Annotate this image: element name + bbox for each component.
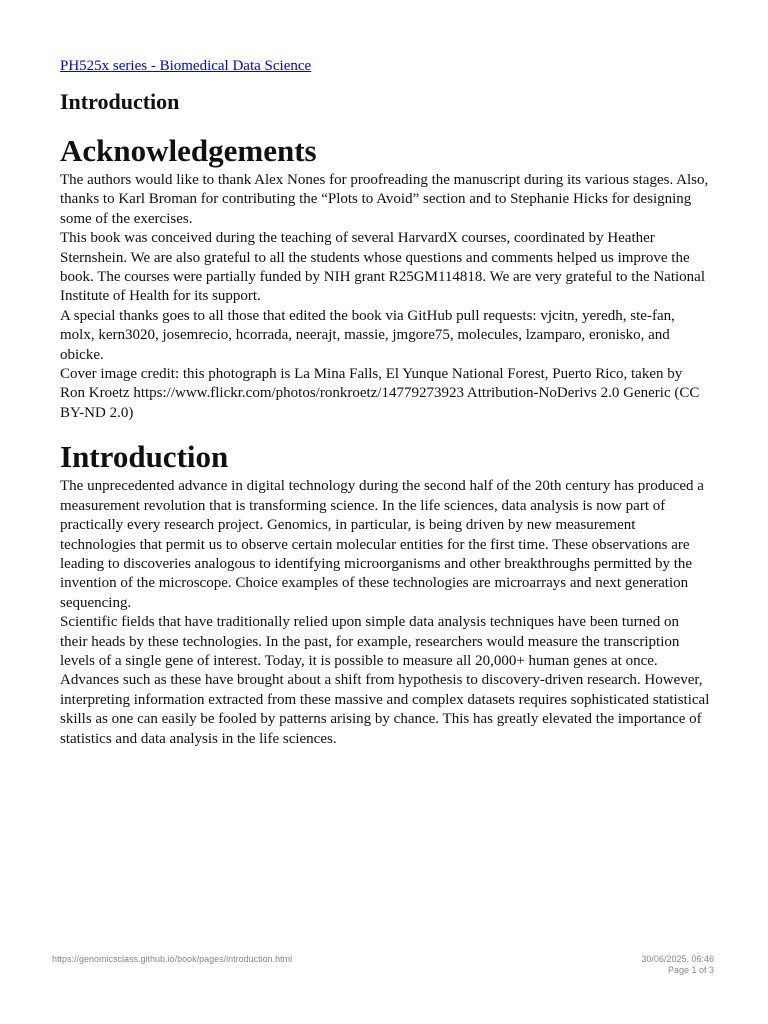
ack-paragraph-4: Cover image credit: this photograph is La Mina Falls, El Yunque National Forest, Puerto Rico, taken by Ron Kroetz https://www.flickr.com/photos/ronkroetz/14779273923 Attribution-NoDerivs 2.0 Generic (CC BY-ND 2.0) <box>60 366 700 421</box>
footer-url: https://genomicsclass.github.io/book/pages/introduction.html <box>52 954 293 964</box>
footer-timestamp: 30/06/2025, 06:46 <box>641 954 714 964</box>
document-page <box>60 56 710 749</box>
footer-meta <box>641 954 714 976</box>
ack-paragraph-1: The authors would like to thank Alex Nones for proofreading the manuscript during its various stages. Also, thanks to Karl Broman for contributing the “Plots to Avoid” section and to Stephanie Hicks for designing some of the exercises. <box>60 172 709 227</box>
acknowledgements-heading: Acknowledgements <box>60 133 317 168</box>
page-title: Introduction <box>60 89 180 114</box>
ack-paragraph-3: A special thanks goes to all those that edited the book via GitHub pull requests: vjcitn, yeredh, ste-fan, molx, kern3020, josemrecio, hcorrada, neerajt, massie, jmgore75, molecules, lzamparo, eronisko, and obicke. <box>60 307 675 363</box>
ack-paragraph-2: This book was conceived during the teaching of several HarvardX courses, coordinated by Heather Sternshein. We are also grateful to all the students whose questions and comments helped us improve the book. The courses were partially funded by NIH grant R25GM114818. We are very grateful to the National Institute of Health for its support. <box>60 230 705 305</box>
intro-paragraph-1: The unprecedented advance in digital technology during the second half of the 20th century has produced a measurement revolution that is transforming science. In the life sciences, data analysis is now part of practically every research project. Genomics, in particular, is being driven by new measurement technologies that permit us to observe certain molecular entities for the first time. These observations are leading to discoveries analogous to identifying microorganisms and other breakthroughs permitted by the invention of the microscope. Choice examples of these technologies are microarrays and next generation sequencing. <box>60 478 704 611</box>
introduction-heading: Introduction <box>60 439 229 475</box>
series-link[interactable]: PH525x series - Biomedical Data Science <box>60 58 312 74</box>
intro-paragraph-2: Scientific fields that have traditionally relied upon simple data analysis techniques have been turned on their heads by these technologies. In the past, for example, researchers would measure the transcription levels of a single gene of interest. Today, it is possible to measure all 20,000+ human genes at once. Advances such as these have brought about a shift from hypothesis to discovery-driven research. However, interpreting information extracted from these massive and complex datasets requires sophisticated statistical skills as one can easily be fooled by patterns arising by chance. This has greatly elevated the importance of statistics and data analysis in the life sciences. <box>60 614 710 747</box>
footer-page-number: Page 1 of 3 <box>667 965 714 975</box>
